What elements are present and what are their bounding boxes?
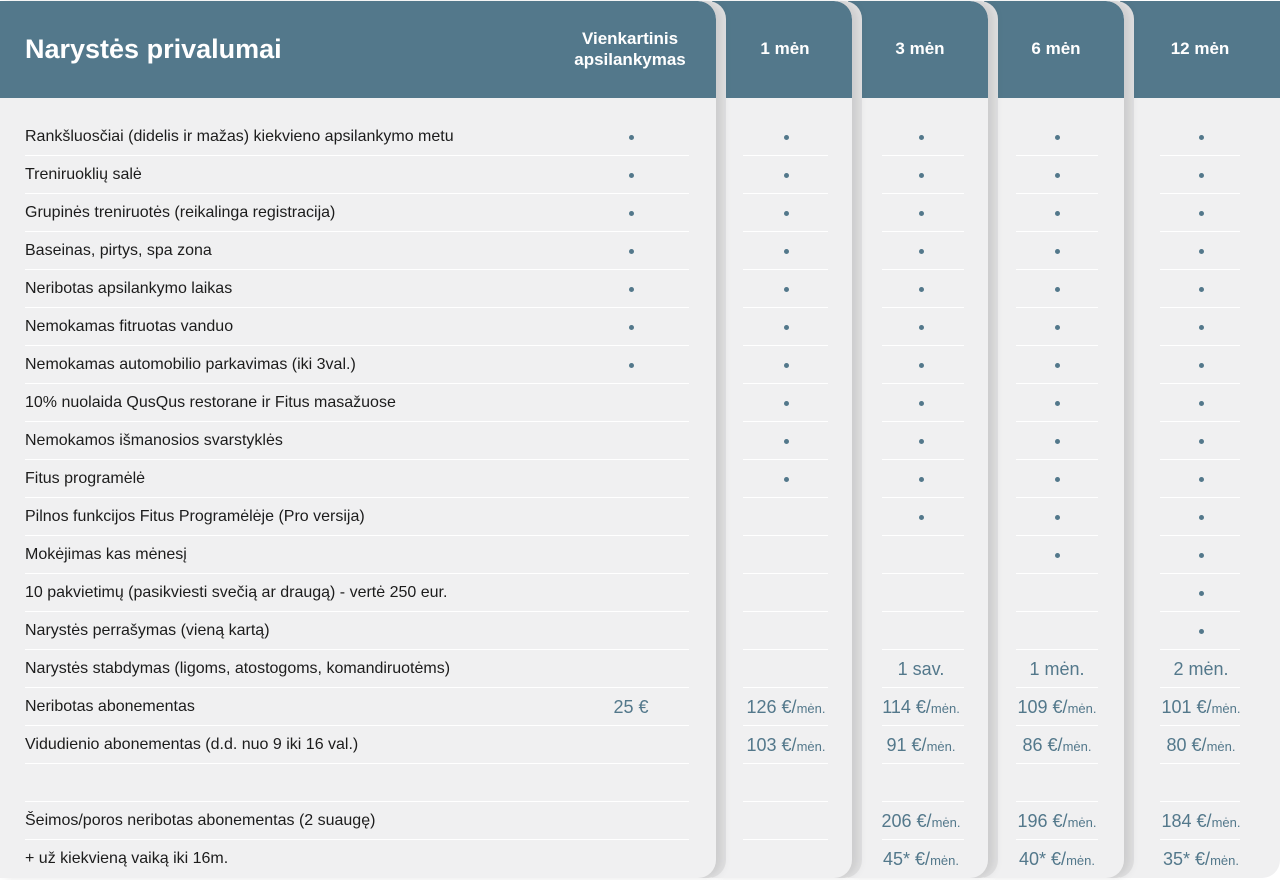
included-dot-icon [1199, 591, 1204, 596]
row-divider [25, 459, 689, 460]
included-dot-icon [1199, 553, 1204, 558]
row-divider [882, 497, 964, 498]
row-divider [743, 421, 828, 422]
row-divider [743, 687, 828, 688]
row-divider [25, 725, 689, 726]
price-value: 91 €/ [886, 735, 927, 755]
price-unit: mėn. [796, 739, 826, 754]
price-value: 206 €/ [881, 811, 932, 831]
row-divider [25, 801, 689, 802]
row-divider [1160, 307, 1240, 308]
included-dot-icon [1199, 477, 1204, 482]
row-divider [882, 611, 964, 612]
row-divider [1160, 345, 1240, 346]
price-value: 184 €/ [1161, 811, 1212, 831]
table-cell-value [1131, 734, 1271, 758]
row-divider [743, 459, 828, 460]
price-value: 126 €/ [746, 697, 797, 717]
included-dot-icon [629, 363, 634, 368]
row-label: Šeimos/poros neribotas abonementas (2 suaugę) [25, 812, 376, 829]
row-divider [25, 839, 689, 840]
included-dot-icon [1199, 211, 1204, 216]
included-dot-icon [1199, 249, 1204, 254]
row-label: Vidudienio abonementas (d.d. nuo 9 iki 16 val.) [25, 736, 359, 753]
row-divider [1016, 421, 1098, 422]
price-value: 86 €/ [1022, 735, 1063, 755]
included-dot-icon [784, 363, 789, 368]
included-dot-icon [629, 325, 634, 330]
row-divider [882, 269, 964, 270]
included-dot-icon [1055, 325, 1060, 330]
row-label: + už kiekvieną vaiką iki 16m. [25, 850, 229, 867]
table-cell-value [851, 734, 991, 758]
price-value: 103 €/ [746, 735, 797, 755]
row-label: 10 pakvietimų (pasikviesti svečią ar draugą) - vertė 250 eur. [25, 584, 448, 601]
row-divider [743, 231, 828, 232]
row-divider [25, 193, 689, 194]
row-label: Treniruoklių salė [25, 166, 142, 183]
row-label: Rankšluosčiai (didelis ir mažas) kiekvieno apsilankymo metu [25, 128, 454, 145]
row-divider [1160, 231, 1240, 232]
included-dot-icon [1055, 515, 1060, 520]
row-divider [25, 307, 689, 308]
included-dot-icon [784, 477, 789, 482]
row-divider [1016, 725, 1098, 726]
row-divider [1160, 269, 1240, 270]
row-label: Nemokamos išmanosios svarstyklės [25, 432, 283, 449]
row-divider [1016, 839, 1098, 840]
row-label: Mokėjimas kas mėnesį [25, 546, 187, 563]
row-divider [25, 535, 689, 536]
price-unit: mėn. [1067, 815, 1097, 830]
included-dot-icon [919, 363, 924, 368]
row-divider [1016, 459, 1098, 460]
row-divider [882, 839, 964, 840]
price-unit: mėn. [796, 701, 826, 716]
included-dot-icon [1199, 325, 1204, 330]
row-divider [743, 763, 828, 764]
included-dot-icon [919, 287, 924, 292]
row-divider [25, 649, 689, 650]
row-divider [1160, 573, 1240, 574]
included-dot-icon [1055, 135, 1060, 140]
table-cell-value: 1 sav. [897, 659, 945, 679]
table-cell-value [851, 810, 991, 834]
included-dot-icon [784, 401, 789, 406]
row-divider [1016, 611, 1098, 612]
included-dot-icon [629, 173, 634, 178]
column-header-6-months: 6 mėn [1031, 39, 1081, 58]
row-divider [1160, 383, 1240, 384]
column-header-3-months: 3 mėn [895, 39, 945, 58]
price-unit: mėn. [1062, 739, 1092, 754]
price-value: 109 €/ [1017, 697, 1068, 717]
row-divider [1016, 345, 1098, 346]
column-header-1-month: 1 mėn [760, 39, 810, 58]
price-value: 40* €/ [1019, 849, 1067, 869]
row-divider [882, 231, 964, 232]
row-label: Pilnos funkcijos Fitus Programėlėje (Pro versija) [25, 508, 365, 525]
table-cell-value [987, 734, 1127, 758]
included-dot-icon [629, 249, 634, 254]
row-divider [25, 687, 689, 688]
row-divider [882, 649, 964, 650]
included-dot-icon [784, 287, 789, 292]
row-divider [882, 383, 964, 384]
table-cell-value [851, 696, 991, 720]
included-dot-icon [919, 515, 924, 520]
price-value: 45* €/ [883, 849, 931, 869]
row-divider [1016, 801, 1098, 802]
included-dot-icon [784, 135, 789, 140]
row-divider [25, 421, 689, 422]
included-dot-icon [919, 477, 924, 482]
row-divider [743, 155, 828, 156]
row-label: Neribotas abonementas [25, 698, 195, 715]
row-divider [1160, 193, 1240, 194]
table-cell-value [1131, 848, 1271, 872]
row-divider [743, 611, 828, 612]
included-dot-icon [919, 439, 924, 444]
row-divider [1160, 649, 1240, 650]
included-dot-icon [1055, 249, 1060, 254]
row-divider [1016, 383, 1098, 384]
row-divider [743, 307, 828, 308]
price-unit: mėn. [926, 739, 956, 754]
row-divider [1016, 535, 1098, 536]
row-divider [743, 193, 828, 194]
price-unit: mėn. [930, 701, 960, 716]
price-unit: mėn. [1067, 701, 1097, 716]
included-dot-icon [1199, 401, 1204, 406]
row-divider [743, 649, 828, 650]
row-divider [25, 763, 689, 764]
row-divider [743, 383, 828, 384]
row-divider [882, 459, 964, 460]
row-divider [25, 269, 689, 270]
row-divider [25, 155, 689, 156]
included-dot-icon [919, 325, 924, 330]
row-label: Baseinas, pirtys, spa zona [25, 242, 212, 259]
row-divider [1016, 193, 1098, 194]
row-divider [1016, 307, 1098, 308]
table-cell-value: 1 mėn. [1029, 659, 1085, 679]
page-title: Narystės privalumai [25, 34, 282, 64]
included-dot-icon [784, 211, 789, 216]
column-header-12-months: 12 mėn [1170, 39, 1230, 58]
row-divider [1160, 725, 1240, 726]
table-cell-value [1131, 810, 1271, 834]
row-divider [25, 383, 689, 384]
included-dot-icon [1055, 287, 1060, 292]
price-value: 114 €/ [882, 697, 931, 717]
column-header-single-visit: Vienkartinis apsilankymas [574, 29, 686, 69]
included-dot-icon [919, 135, 924, 140]
included-dot-icon [1199, 287, 1204, 292]
row-divider [882, 687, 964, 688]
row-divider [25, 573, 689, 574]
row-divider [882, 307, 964, 308]
row-divider [882, 421, 964, 422]
table-cell-value [851, 848, 991, 872]
row-divider [743, 535, 828, 536]
row-divider [743, 497, 828, 498]
row-divider [25, 345, 689, 346]
row-label: Narystės stabdymas (ligoms, atostogoms, komandiruotėms) [25, 660, 451, 677]
row-divider [1160, 801, 1240, 802]
row-divider [743, 725, 828, 726]
row-divider [25, 611, 689, 612]
row-label: Nemokamas fitruotas vanduo [25, 318, 234, 335]
included-dot-icon [1199, 363, 1204, 368]
price-unit: mėn. [1211, 701, 1241, 716]
included-dot-icon [1055, 439, 1060, 444]
included-dot-icon [1199, 439, 1204, 444]
included-dot-icon [919, 401, 924, 406]
row-divider [1016, 649, 1098, 650]
price-unit: mėn. [1210, 853, 1239, 868]
row-divider [1160, 763, 1240, 764]
row-divider [25, 497, 689, 498]
row-divider [743, 345, 828, 346]
row-label: Narystės perrašymas (vieną kartą) [25, 622, 270, 639]
included-dot-icon [1055, 173, 1060, 178]
included-dot-icon [629, 211, 634, 216]
included-dot-icon [1055, 211, 1060, 216]
row-divider [1016, 155, 1098, 156]
included-dot-icon [1055, 553, 1060, 558]
table-cell-value [716, 696, 856, 720]
included-dot-icon [919, 211, 924, 216]
included-dot-icon [1199, 629, 1204, 634]
row-divider [1016, 763, 1098, 764]
included-dot-icon [629, 135, 634, 140]
included-dot-icon [1055, 401, 1060, 406]
row-label: 10% nuolaida QusQus restorane ir Fitus masažuose [25, 394, 396, 411]
included-dot-icon [629, 287, 634, 292]
included-dot-icon [1199, 515, 1204, 520]
row-divider [882, 345, 964, 346]
price-unit: mėn. [1066, 853, 1095, 868]
row-label: Grupinės treniruotės (reikalinga registracija) [25, 204, 336, 221]
table-cell-value [987, 848, 1127, 872]
row-divider [882, 725, 964, 726]
row-divider [743, 839, 828, 840]
price-unit: mėn. [930, 853, 959, 868]
row-divider [882, 535, 964, 536]
row-label: Nemokamas automobilio parkavimas (iki 3val.) [25, 356, 356, 373]
row-divider [1160, 611, 1240, 612]
included-dot-icon [784, 173, 789, 178]
table-cell-value: 2 mėn. [1173, 659, 1229, 679]
row-divider [1016, 573, 1098, 574]
row-divider [1160, 497, 1240, 498]
included-dot-icon [784, 249, 789, 254]
included-dot-icon [1199, 173, 1204, 178]
row-divider [1016, 497, 1098, 498]
row-divider [1160, 421, 1240, 422]
price-unit: mėn. [1206, 739, 1236, 754]
included-dot-icon [784, 325, 789, 330]
row-divider [1160, 459, 1240, 460]
row-label: Neribotas apsilankymo laikas [25, 280, 233, 297]
row-divider [882, 193, 964, 194]
row-divider [1016, 269, 1098, 270]
row-divider [1160, 535, 1240, 536]
included-dot-icon [1055, 477, 1060, 482]
row-divider [743, 269, 828, 270]
price-value: 196 €/ [1017, 811, 1068, 831]
row-divider [25, 231, 689, 232]
row-divider [882, 573, 964, 574]
row-divider [1016, 231, 1098, 232]
included-dot-icon [1055, 363, 1060, 368]
price-unit: mėn. [931, 815, 961, 830]
table-cell-value [987, 810, 1127, 834]
table-cell-value: 25 € [613, 697, 649, 717]
row-divider [1160, 839, 1240, 840]
included-dot-icon [1199, 135, 1204, 140]
included-dot-icon [784, 439, 789, 444]
row-divider [743, 573, 828, 574]
price-value: 35* €/ [1163, 849, 1211, 869]
row-divider [1160, 155, 1240, 156]
price-value: 80 €/ [1166, 735, 1207, 755]
row-divider [882, 801, 964, 802]
price-value: 101 €/ [1161, 697, 1212, 717]
row-divider [882, 155, 964, 156]
included-dot-icon [919, 173, 924, 178]
row-divider [882, 763, 964, 764]
table-cell-value [1131, 696, 1271, 720]
table-cell-value [987, 696, 1127, 720]
row-label: Fitus programėlė [25, 470, 146, 487]
included-dot-icon [919, 249, 924, 254]
row-divider [1016, 687, 1098, 688]
row-divider [743, 801, 828, 802]
price-unit: mėn. [1211, 815, 1241, 830]
table-cell-value [716, 734, 856, 758]
row-divider [1160, 687, 1240, 688]
